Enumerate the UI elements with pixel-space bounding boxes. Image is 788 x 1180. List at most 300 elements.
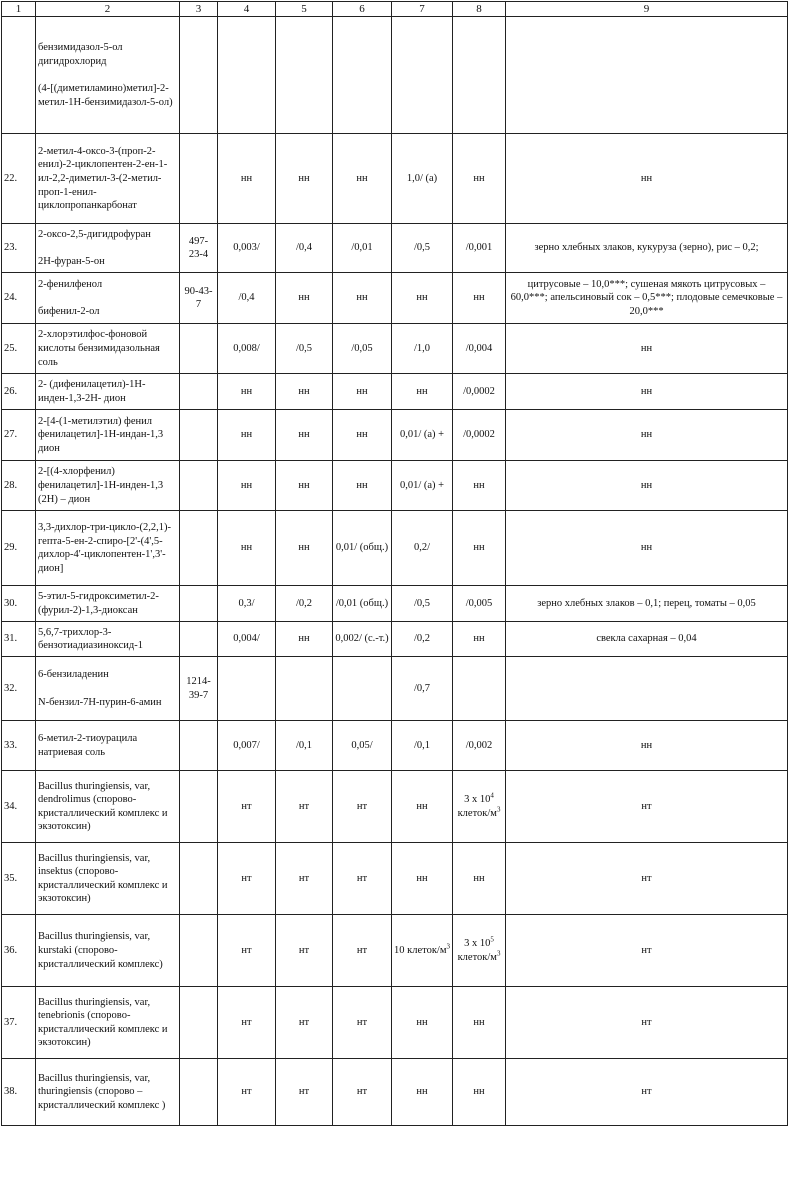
value-c5 xyxy=(276,273,333,324)
table-row xyxy=(2,622,788,657)
value-c7 xyxy=(392,771,453,843)
value-c6 xyxy=(333,843,392,915)
value-text: нн xyxy=(298,429,310,441)
substance-name-cell xyxy=(36,511,180,586)
value-text: нт xyxy=(356,872,368,884)
value-text: /0,004 xyxy=(465,342,493,354)
value-c4 xyxy=(218,410,276,461)
value-c7 xyxy=(392,17,453,134)
residue-limits: нт xyxy=(506,843,788,915)
value-c5 xyxy=(276,410,333,461)
value-text: нн xyxy=(356,429,368,441)
residue-limits: цитрусовые – 10,0***; сушеная мякоть цитрусовых – 60,0***; апельсиновый сок – 0,5***; плодовые семечковые – 20,0*** xyxy=(506,273,788,324)
cas-number xyxy=(180,134,218,224)
value-c7 xyxy=(392,511,453,586)
value-text: 0,002/ (с.-т.) xyxy=(335,633,389,645)
substance-name-cell xyxy=(36,915,180,987)
substance-name-cell xyxy=(36,586,180,622)
table-row xyxy=(2,410,788,461)
paragraph-gap xyxy=(38,682,177,696)
value-text: /0,5 xyxy=(295,342,313,354)
value-c6 xyxy=(333,657,392,721)
row-number: 29. xyxy=(2,511,36,586)
value-c5 xyxy=(276,843,333,915)
row-number: 33. xyxy=(2,721,36,771)
value-c6 xyxy=(333,622,392,657)
value-c6 xyxy=(333,771,392,843)
column-header-1: 1 xyxy=(2,2,36,17)
value-c7 xyxy=(392,622,453,657)
value-exponent: 3 xyxy=(446,942,450,951)
substance-name: Bacillus thuringiensis, var, thuringiensis (спорово – кристаллический комплекс ) xyxy=(38,1072,166,1112)
value-text: 0,3/ xyxy=(238,597,255,609)
column-header-6: 6 xyxy=(333,2,392,17)
value-text: нн xyxy=(356,479,368,491)
value-unit-exponent: 3 xyxy=(496,949,501,958)
substance-name: 5,6,7-трихлор-3-бензотиадиазиноксид-1 xyxy=(38,626,144,652)
substance-name: Bacillus thuringiensis, var, tenebrionis (спорово-кристаллический комплекс и экзотоксин) xyxy=(38,996,168,1049)
value-text: нт xyxy=(241,1016,252,1028)
value-c5 xyxy=(276,622,333,657)
value-text: /0,01 (общ.) xyxy=(335,597,389,609)
value-c8 xyxy=(453,461,506,511)
value-c6 xyxy=(333,273,392,324)
substance-name: 6-метил-2-тиоурацила натриевая соль xyxy=(38,733,138,758)
value-text: нт xyxy=(241,800,252,812)
cas-number xyxy=(180,586,218,622)
value-c8 xyxy=(453,657,506,721)
substance-name-cell xyxy=(36,771,180,843)
table-row xyxy=(2,273,788,324)
value-c4 xyxy=(218,622,276,657)
value-text: нт xyxy=(356,800,368,812)
value-c5 xyxy=(276,17,333,134)
value-c8 xyxy=(453,17,506,134)
column-header-2: 2 xyxy=(36,2,180,17)
value-c8 xyxy=(453,324,506,374)
column-header-5: 5 xyxy=(276,2,333,17)
cas-number xyxy=(180,622,218,657)
value-c6 xyxy=(333,461,392,511)
value-c6 xyxy=(333,1059,392,1126)
substance-name: 6-бензиладенин xyxy=(38,669,109,681)
substance-name-cell xyxy=(36,843,180,915)
table-body xyxy=(2,17,788,1126)
value-c5 xyxy=(276,461,333,511)
value-c8 xyxy=(453,511,506,586)
table-row xyxy=(2,657,788,721)
value-text: 1,0/ (а) xyxy=(406,172,438,184)
value-c5 xyxy=(276,771,333,843)
value-c4 xyxy=(218,657,276,721)
substance-name-cell xyxy=(36,17,180,134)
paragraph-gap xyxy=(38,68,177,82)
value-c4 xyxy=(218,721,276,771)
value-c8 xyxy=(453,987,506,1059)
value-c7 xyxy=(392,657,453,721)
value-text: 0,004/ xyxy=(233,633,260,645)
substance-name: 3,3-дихлор-три-цикло-(2,2,1)-гепта-5-ен-2-спиро-[2'-(4',5-дихлор-4'-циклопентен-1',3'-дион] xyxy=(38,522,171,574)
cas-number xyxy=(180,721,218,771)
value-text: нн xyxy=(240,385,253,397)
value-c6 xyxy=(333,721,392,771)
value-text: нн xyxy=(298,633,310,645)
substance-name: 2-хлорэтилфос-фоновой кислоты бензимидазольная соль xyxy=(38,329,160,368)
value-c6 xyxy=(333,374,392,410)
value-text: /0,2 xyxy=(413,633,431,645)
cas-number xyxy=(180,410,218,461)
cas-number xyxy=(180,511,218,586)
value-text: нт xyxy=(241,872,252,884)
residue-limits: нн xyxy=(506,374,788,410)
value-text: 3 х 10 xyxy=(464,794,491,806)
value-text: нн xyxy=(473,1086,485,1098)
value-c4 xyxy=(218,134,276,224)
value-c6 xyxy=(333,17,392,134)
value-c4 xyxy=(218,224,276,273)
value-c5 xyxy=(276,1059,333,1126)
cas-number: 90-43-7 xyxy=(180,273,218,324)
table-row xyxy=(2,771,788,843)
value-text: /1,0 xyxy=(413,342,431,354)
value-text: нн xyxy=(416,292,428,304)
row-number: 35. xyxy=(2,843,36,915)
row-number xyxy=(2,17,36,134)
value-c7 xyxy=(392,273,453,324)
row-number: 25. xyxy=(2,324,36,374)
value-text: нн xyxy=(473,479,485,491)
value-c6 xyxy=(333,915,392,987)
value-c4 xyxy=(218,915,276,987)
substance-name: бензимидазол-5-ол дигидрохлорид xyxy=(38,42,123,67)
value-c8 xyxy=(453,224,506,273)
cas-number: 1214-39-7 xyxy=(180,657,218,721)
residue-limits: зерно хлебных злаков – 0,1; перец, томаты – 0,05 xyxy=(506,586,788,622)
residue-limits: нт xyxy=(506,915,788,987)
value-c4 xyxy=(218,324,276,374)
value-c4 xyxy=(218,987,276,1059)
value-c8 xyxy=(453,374,506,410)
value-text: нт xyxy=(241,1086,252,1098)
row-number: 23. xyxy=(2,224,36,273)
cas-number xyxy=(180,987,218,1059)
value-c5 xyxy=(276,586,333,622)
cas-number xyxy=(180,843,218,915)
value-text: 0,007/ xyxy=(233,739,260,751)
residue-limits: нн xyxy=(506,511,788,586)
value-c5 xyxy=(276,224,333,273)
substance-name-cell xyxy=(36,134,180,224)
row-number: 22. xyxy=(2,134,36,224)
value-text: 0,01/ (а) + xyxy=(399,429,445,441)
column-header-7: 7 xyxy=(392,2,453,17)
value-c5 xyxy=(276,915,333,987)
substance-name-cell xyxy=(36,324,180,374)
row-number: 31. xyxy=(2,622,36,657)
value-c7 xyxy=(392,915,453,987)
value-c7 xyxy=(392,987,453,1059)
substance-name: 2-фенилфенол xyxy=(38,278,103,290)
residue-limits: нн xyxy=(506,721,788,771)
value-c8 xyxy=(453,273,506,324)
residue-limits: нт xyxy=(506,771,788,843)
value-c8 xyxy=(453,771,506,843)
value-c8 xyxy=(453,1059,506,1126)
value-text: нн xyxy=(416,800,428,812)
table-row xyxy=(2,586,788,622)
value-text: /0,005 xyxy=(465,597,493,609)
value-text: нн xyxy=(240,172,253,184)
value-unit: клеток/м xyxy=(457,951,497,963)
value-c7 xyxy=(392,374,453,410)
value-c6 xyxy=(333,134,392,224)
value-unit-exponent: 3 xyxy=(496,805,501,814)
substance-name-cell xyxy=(36,224,180,273)
value-text: 10 клеток/м xyxy=(394,944,447,956)
cas-number xyxy=(180,324,218,374)
value-text: /0,1 xyxy=(295,739,313,751)
residue-limits: нт xyxy=(506,987,788,1059)
column-header-8: 8 xyxy=(453,2,506,17)
value-text: нн xyxy=(473,172,485,184)
substance-name: Bacillus thuringiensis, var, insektus (спорово-кристаллический комплекс и экзотоксин) xyxy=(38,852,168,905)
row-number: 26. xyxy=(2,374,36,410)
value-text: нн xyxy=(298,479,310,491)
row-number: 32. xyxy=(2,657,36,721)
value-text: 0,003/ xyxy=(233,242,260,254)
table-row xyxy=(2,17,788,134)
substance-name: 2-[(4-хлорфенил) фенилацетил]-1Н-инден-1,3 (2Н) – дион xyxy=(38,466,164,505)
column-header-4: 4 xyxy=(218,2,276,17)
value-c4 xyxy=(218,273,276,324)
value-text: /0,4 xyxy=(295,242,313,254)
substance-name: 2-оксо-2,5-дигидрофуран xyxy=(38,228,151,240)
substance-name: 2-метил-4-оксо-3-(проп-2-енил)-2-циклопентен-2-ен-1-ил-2,2-диметил-3-(2-метил-проп-1-енил-циклопропанкарбонат xyxy=(38,145,168,212)
row-number: 36. xyxy=(2,915,36,987)
row-number: 34. xyxy=(2,771,36,843)
value-c5 xyxy=(276,511,333,586)
value-text: нн xyxy=(473,872,485,884)
residue-limits: нн xyxy=(506,134,788,224)
value-c5 xyxy=(276,657,333,721)
value-text: /0,001 xyxy=(465,242,493,254)
value-text: нн xyxy=(473,633,485,645)
substance-name-cell xyxy=(36,410,180,461)
substance-synonym: (4-[(диметиламино)метил]-2-метил-1Н-бензимидазол-5-ол) xyxy=(38,83,173,108)
substance-name: 5-этил-5-гидроксиметил-2-(фурил-2)-1,3-диоксан xyxy=(38,591,159,616)
value-text: нт xyxy=(298,800,310,812)
value-text: 0,01/ (а) + xyxy=(399,479,445,491)
substance-synonym: N-бензил-7Н-пурин-6-амин xyxy=(38,696,162,708)
value-text: нн xyxy=(298,542,310,554)
value-c8 xyxy=(453,843,506,915)
residue-limits: нн xyxy=(506,461,788,511)
value-c4 xyxy=(218,511,276,586)
value-exponent: 5 xyxy=(490,935,494,944)
residue-limits xyxy=(506,17,788,134)
value-text: нт xyxy=(298,944,310,956)
value-c4 xyxy=(218,1059,276,1126)
value-c8 xyxy=(453,586,506,622)
value-c7 xyxy=(392,134,453,224)
table-row xyxy=(2,224,788,273)
table-row xyxy=(2,374,788,410)
substance-name: 2-[4-(1-метилэтил) фенил фенилацетил]-1Н-индан-1,3 дион xyxy=(38,415,164,455)
table-row xyxy=(2,987,788,1059)
value-c4 xyxy=(218,586,276,622)
cas-number xyxy=(180,915,218,987)
value-c5 xyxy=(276,987,333,1059)
substance-name: 2- (дифенилацетил)-1Н-инден-1,3-2Н- дион xyxy=(38,379,146,404)
cas-number xyxy=(180,771,218,843)
value-c4 xyxy=(218,374,276,410)
value-text: нн xyxy=(240,429,253,441)
row-number: 24. xyxy=(2,273,36,324)
value-text: /0,01 xyxy=(351,242,373,254)
row-number: 30. xyxy=(2,586,36,622)
value-text: нн xyxy=(240,542,253,554)
cas-number xyxy=(180,17,218,134)
value-c4 xyxy=(218,843,276,915)
value-c4 xyxy=(218,771,276,843)
value-text: нт xyxy=(298,872,310,884)
value-c7 xyxy=(392,721,453,771)
value-c8 xyxy=(453,721,506,771)
value-text: 0,008/ xyxy=(233,342,260,354)
value-text: /0,2 xyxy=(295,597,313,609)
table-row xyxy=(2,134,788,224)
value-text: /0,05 xyxy=(351,342,373,354)
substance-name-cell xyxy=(36,657,180,721)
row-number: 28. xyxy=(2,461,36,511)
cas-number: 497-23-4 xyxy=(180,224,218,273)
substance-name-cell xyxy=(36,273,180,324)
paragraph-gap xyxy=(38,291,177,305)
value-exponent: 4 xyxy=(490,791,494,800)
value-c8 xyxy=(453,410,506,461)
value-text: нт xyxy=(356,944,368,956)
substance-synonym: 2Н-фуран-5-он xyxy=(38,256,105,268)
value-text: нн xyxy=(356,172,368,184)
value-text: /0,0002 xyxy=(463,429,495,441)
value-c8 xyxy=(453,915,506,987)
column-header-9: 9 xyxy=(506,2,788,17)
substance-name-cell xyxy=(36,1059,180,1126)
value-c7 xyxy=(392,324,453,374)
value-c4 xyxy=(218,17,276,134)
value-c6 xyxy=(333,586,392,622)
value-text: нн xyxy=(298,385,310,397)
substance-name-cell xyxy=(36,461,180,511)
table-row xyxy=(2,324,788,374)
value-c6 xyxy=(333,410,392,461)
header-row xyxy=(2,2,788,17)
substance-name-cell xyxy=(36,987,180,1059)
value-text: нт xyxy=(298,1086,310,1098)
value-c7 xyxy=(392,843,453,915)
value-text: /0,4 xyxy=(238,292,255,304)
value-c4 xyxy=(218,461,276,511)
value-text: нн xyxy=(356,385,368,397)
value-text: нн xyxy=(473,542,485,554)
row-number: 27. xyxy=(2,410,36,461)
residue-limits xyxy=(506,657,788,721)
value-text: нт xyxy=(298,1016,310,1028)
value-c7 xyxy=(392,461,453,511)
row-number: 37. xyxy=(2,987,36,1059)
table-row xyxy=(2,511,788,586)
value-text: нн xyxy=(356,292,368,304)
substance-name: Bacillus thuringiensis, var, dendrolimus (спорово-кристаллический комплекс и экзотоксин) xyxy=(38,780,168,833)
value-text: 0,01/ (общ.) xyxy=(335,542,389,554)
table-row xyxy=(2,461,788,511)
value-text: нн xyxy=(240,479,253,491)
substance-name-cell xyxy=(36,721,180,771)
value-c6 xyxy=(333,324,392,374)
value-text: нн xyxy=(298,292,310,304)
table-row xyxy=(2,1059,788,1126)
value-c6 xyxy=(333,224,392,273)
value-c7 xyxy=(392,224,453,273)
value-text: нн xyxy=(416,1086,428,1098)
value-text: нн xyxy=(416,385,428,397)
value-text: /0,002 xyxy=(465,739,493,751)
substance-name-cell xyxy=(36,622,180,657)
value-text: нн xyxy=(473,292,485,304)
value-text: /0,0002 xyxy=(463,385,495,397)
value-c7 xyxy=(392,410,453,461)
residue-limits: зерно хлебных злаков, кукуруза (зерно), рис – 0,2; xyxy=(506,224,788,273)
cas-number xyxy=(180,461,218,511)
pesticide-norms-table xyxy=(1,1,788,1126)
value-text: /0,5 xyxy=(413,242,431,254)
value-c5 xyxy=(276,324,333,374)
value-text: нн xyxy=(473,1016,485,1028)
table-row xyxy=(2,721,788,771)
value-c7 xyxy=(392,1059,453,1126)
row-number: 38. xyxy=(2,1059,36,1126)
value-text: нт xyxy=(241,944,252,956)
value-text: нн xyxy=(298,172,310,184)
value-c8 xyxy=(453,134,506,224)
residue-limits: нт xyxy=(506,1059,788,1126)
value-unit: клеток/м xyxy=(457,807,497,819)
value-text: /0,5 xyxy=(413,597,431,609)
table-row xyxy=(2,843,788,915)
residue-limits: нн xyxy=(506,410,788,461)
residue-limits: свекла сахарная – 0,04 xyxy=(506,622,788,657)
value-c5 xyxy=(276,721,333,771)
paragraph-gap xyxy=(38,241,177,255)
value-c7 xyxy=(392,586,453,622)
residue-limits: нн xyxy=(506,324,788,374)
value-c6 xyxy=(333,511,392,586)
value-c6 xyxy=(333,987,392,1059)
value-text: 0,05/ xyxy=(351,739,373,751)
substance-name: Bacillus thuringiensis, var, kurstaki (спорово-кристаллический комплекс) xyxy=(38,931,163,970)
value-text: нн xyxy=(416,872,428,884)
value-text: нн xyxy=(416,1016,428,1028)
value-c5 xyxy=(276,374,333,410)
table-row xyxy=(2,915,788,987)
value-text: /0,1 xyxy=(413,739,431,751)
cas-number xyxy=(180,374,218,410)
value-text: 0,2/ xyxy=(413,542,431,554)
column-header-3: 3 xyxy=(180,2,218,17)
value-text: нт xyxy=(356,1016,368,1028)
value-text: /0,7 xyxy=(413,682,431,694)
value-c8 xyxy=(453,622,506,657)
